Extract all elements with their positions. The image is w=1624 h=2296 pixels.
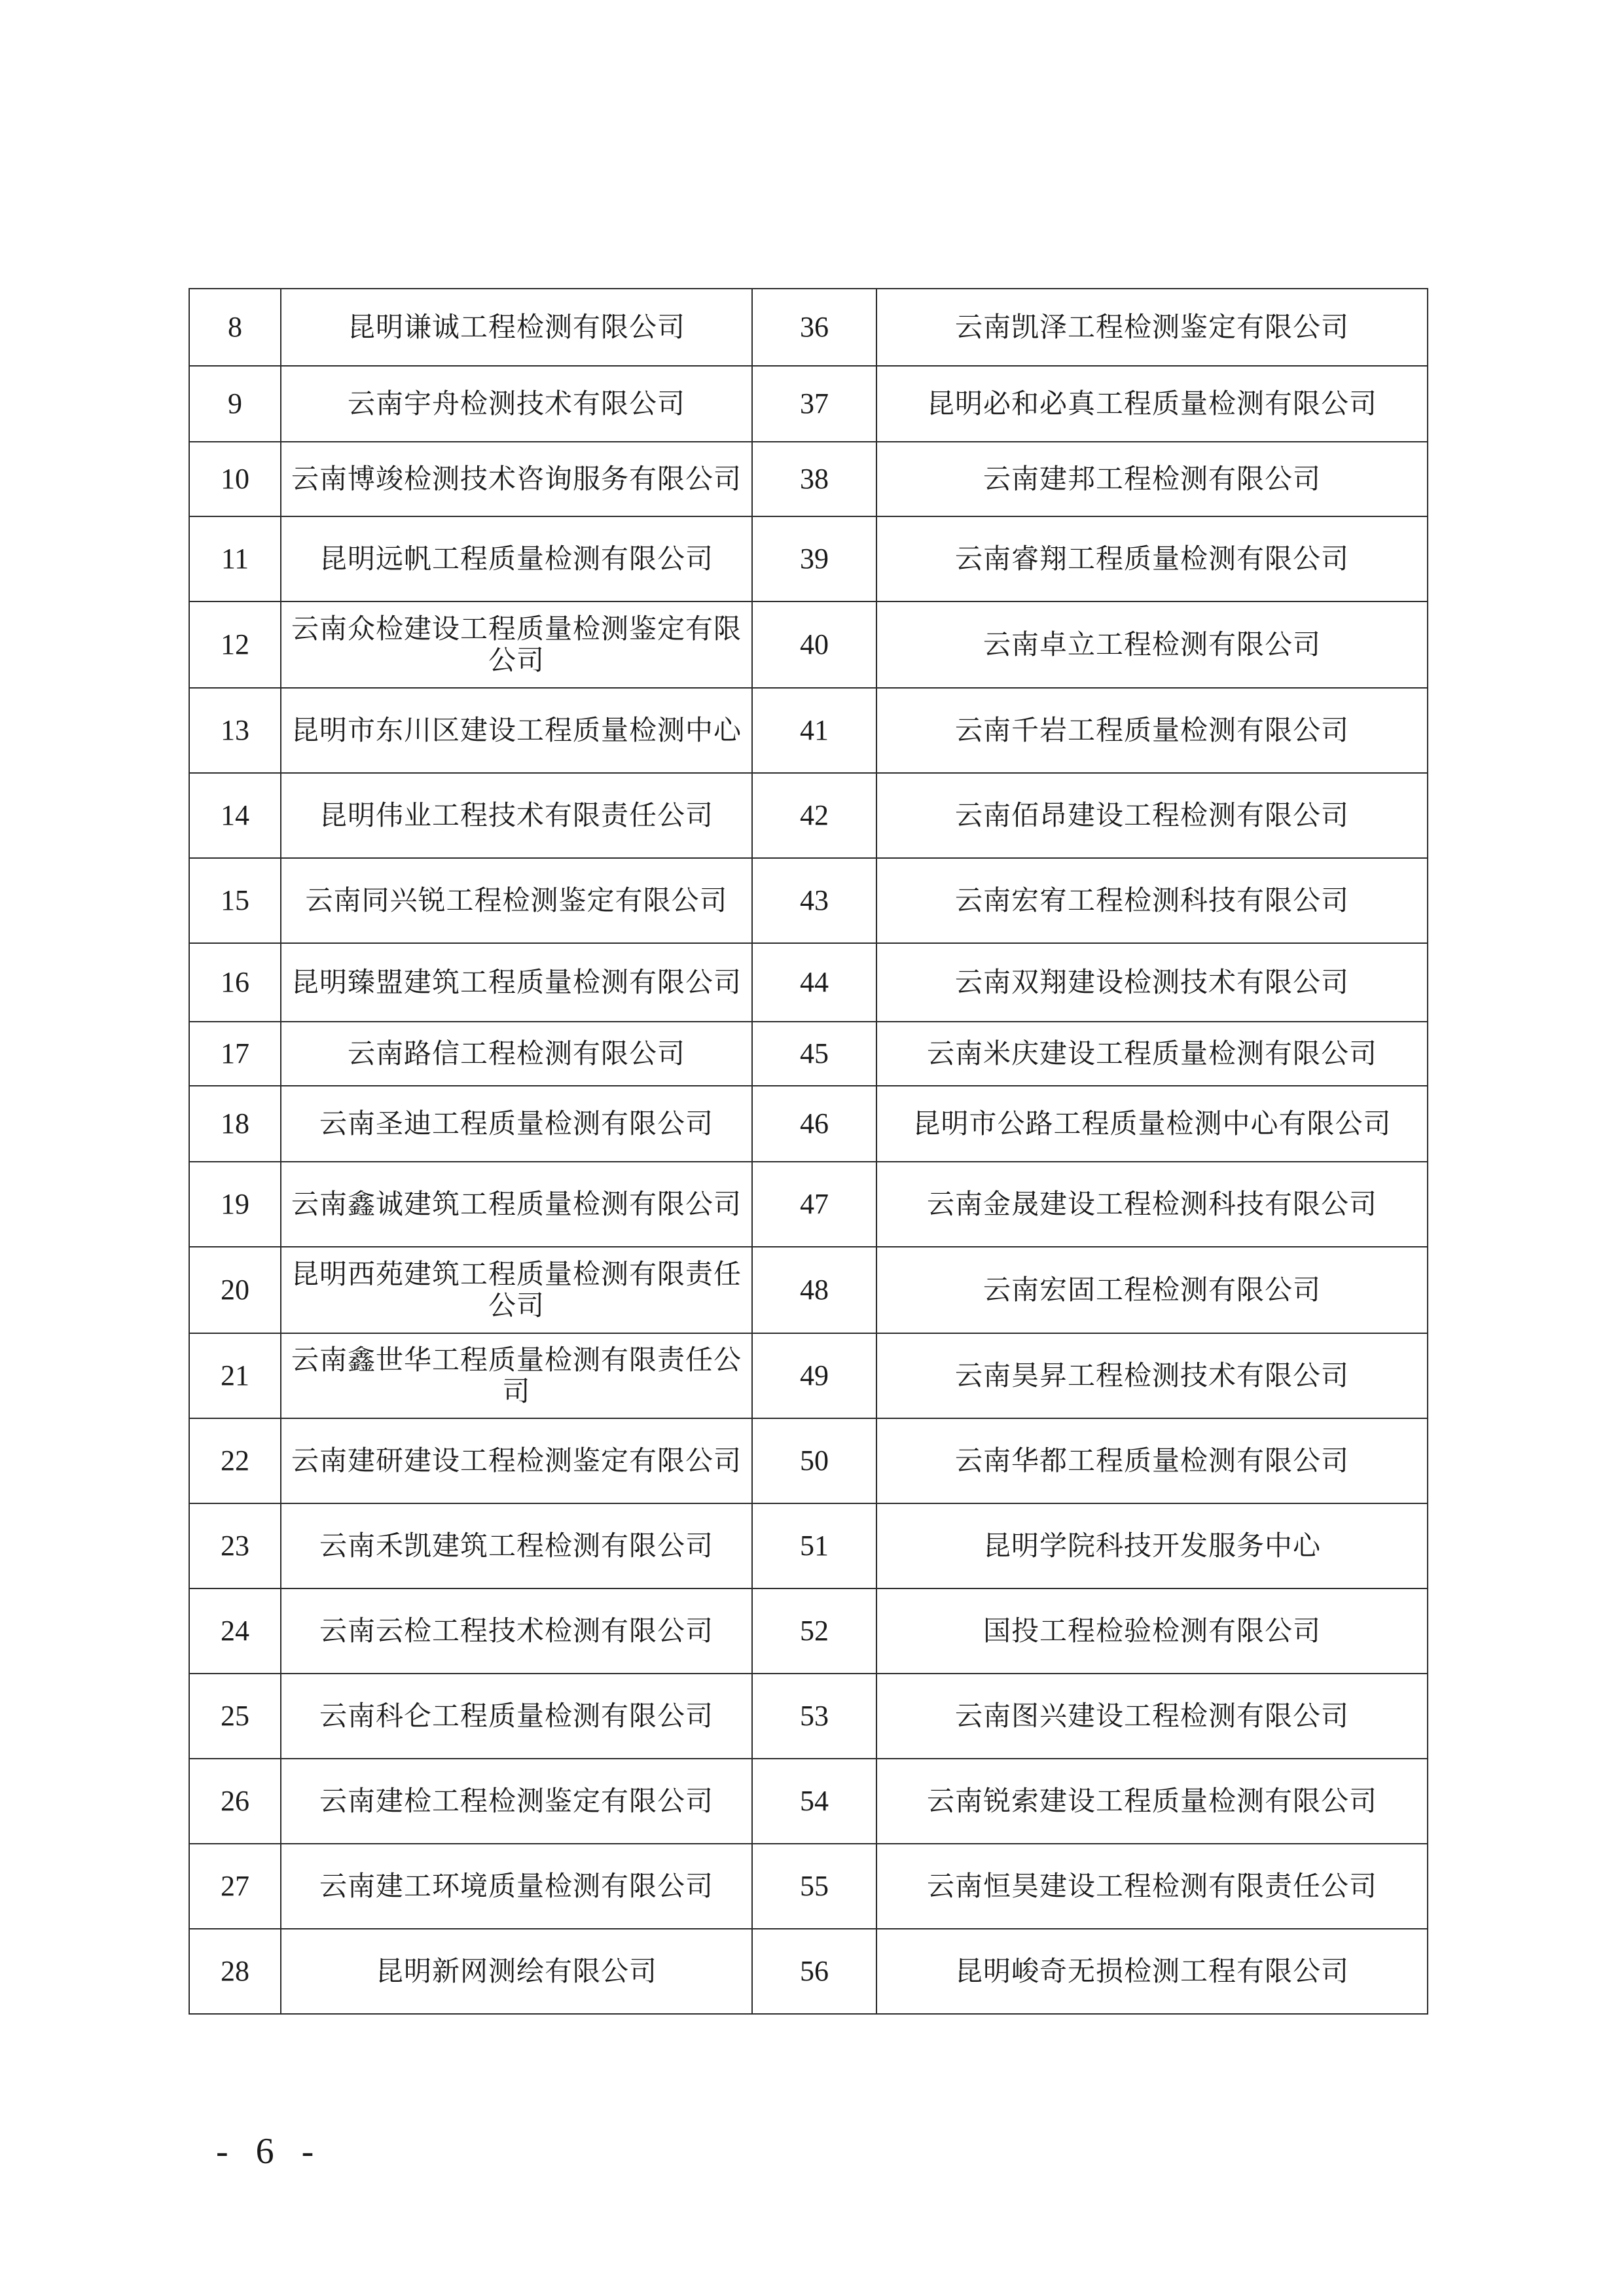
left-serial-cell: 12 <box>189 601 281 688</box>
table-row <box>189 1588 1428 1674</box>
right-serial-cell: 56 <box>752 1929 876 2014</box>
table-row <box>189 1333 1428 1418</box>
right-company-name-cell: 云南睿翔工程质量检测有限公司 <box>876 516 1428 601</box>
right-company-name-cell: 云南佰昂建设工程检测有限公司 <box>876 773 1428 858</box>
left-serial-cell: 13 <box>189 688 281 773</box>
table-row <box>189 688 1428 773</box>
right-serial-cell: 42 <box>752 773 876 858</box>
right-serial-cell: 44 <box>752 943 876 1022</box>
company-list-table <box>189 288 1428 2015</box>
left-company-name-cell: 昆明市东川区建设工程质量检测中心 <box>281 688 752 773</box>
left-company-name-cell: 云南博竣检测技术咨询服务有限公司 <box>281 442 752 516</box>
right-company-name-cell: 昆明学院科技开发服务中心 <box>876 1503 1428 1588</box>
left-serial-cell: 9 <box>189 366 281 442</box>
table-row <box>189 1674 1428 1759</box>
right-serial-cell: 52 <box>752 1588 876 1674</box>
left-company-name-cell: 云南路信工程检测有限公司 <box>281 1022 752 1086</box>
left-company-name-cell: 云南建检工程检测鉴定有限公司 <box>281 1759 752 1844</box>
right-company-name-cell: 云南宏宥工程检测科技有限公司 <box>876 858 1428 943</box>
right-company-name-cell: 昆明市公路工程质量检测中心有限公司 <box>876 1086 1428 1162</box>
right-serial-cell: 46 <box>752 1086 876 1162</box>
left-company-name-cell: 昆明新网测绘有限公司 <box>281 1929 752 2014</box>
right-serial-cell: 36 <box>752 289 876 366</box>
left-serial-cell: 27 <box>189 1844 281 1929</box>
table-row <box>189 442 1428 516</box>
left-company-name-cell: 昆明西苑建筑工程质量检测有限责任公司 <box>281 1247 752 1333</box>
table-row <box>189 1418 1428 1503</box>
left-company-name-cell: 云南鑫诚建筑工程质量检测有限公司 <box>281 1162 752 1247</box>
left-serial-cell: 14 <box>189 773 281 858</box>
right-serial-cell: 53 <box>752 1674 876 1759</box>
table-row <box>189 773 1428 858</box>
left-company-name-cell: 昆明远帆工程质量检测有限公司 <box>281 516 752 601</box>
left-serial-cell: 26 <box>189 1759 281 1844</box>
left-company-name-cell: 云南圣迪工程质量检测有限公司 <box>281 1086 752 1162</box>
right-company-name-cell: 云南凯泽工程检测鉴定有限公司 <box>876 289 1428 366</box>
right-company-name-cell: 云南金晟建设工程检测科技有限公司 <box>876 1162 1428 1247</box>
right-company-name-cell: 云南宏固工程检测有限公司 <box>876 1247 1428 1333</box>
left-company-name-cell: 云南云检工程技术检测有限公司 <box>281 1588 752 1674</box>
left-serial-cell: 19 <box>189 1162 281 1247</box>
right-company-name-cell: 云南锐索建设工程质量检测有限公司 <box>876 1759 1428 1844</box>
right-serial-cell: 37 <box>752 366 876 442</box>
left-company-name-cell: 云南科仑工程质量检测有限公司 <box>281 1674 752 1759</box>
right-serial-cell: 38 <box>752 442 876 516</box>
left-serial-cell: 16 <box>189 943 281 1022</box>
left-serial-cell: 23 <box>189 1503 281 1588</box>
table-row <box>189 1162 1428 1247</box>
right-company-name-cell: 云南图兴建设工程检测有限公司 <box>876 1674 1428 1759</box>
left-company-name-cell: 云南建工环境质量检测有限公司 <box>281 1844 752 1929</box>
right-serial-cell: 54 <box>752 1759 876 1844</box>
left-company-name-cell: 昆明谦诚工程检测有限公司 <box>281 289 752 366</box>
right-company-name-cell: 云南华都工程质量检测有限公司 <box>876 1418 1428 1503</box>
left-serial-cell: 15 <box>189 858 281 943</box>
right-company-name-cell: 云南建邦工程检测有限公司 <box>876 442 1428 516</box>
table-row <box>189 858 1428 943</box>
right-company-name-cell: 云南米庆建设工程质量检测有限公司 <box>876 1022 1428 1086</box>
right-serial-cell: 49 <box>752 1333 876 1418</box>
left-serial-cell: 17 <box>189 1022 281 1086</box>
table-row <box>189 1022 1428 1086</box>
left-serial-cell: 25 <box>189 1674 281 1759</box>
left-serial-cell: 21 <box>189 1333 281 1418</box>
table-row <box>189 366 1428 442</box>
right-serial-cell: 40 <box>752 601 876 688</box>
left-serial-cell: 10 <box>189 442 281 516</box>
right-serial-cell: 50 <box>752 1418 876 1503</box>
right-serial-cell: 41 <box>752 688 876 773</box>
table-row <box>189 1844 1428 1929</box>
right-serial-cell: 55 <box>752 1844 876 1929</box>
left-company-name-cell: 云南宇舟检测技术有限公司 <box>281 366 752 442</box>
page-number: - 6 - <box>216 2131 323 2172</box>
table-body <box>189 289 1428 2014</box>
table-row <box>189 1929 1428 2014</box>
left-company-name-cell: 云南鑫世华工程质量检测有限责任公司 <box>281 1333 752 1418</box>
table-row <box>189 1247 1428 1333</box>
left-company-name-cell: 昆明臻盟建筑工程质量检测有限公司 <box>281 943 752 1022</box>
left-company-name-cell: 云南禾凯建筑工程检测有限公司 <box>281 1503 752 1588</box>
table-row <box>189 1086 1428 1162</box>
table-row <box>189 1759 1428 1844</box>
right-serial-cell: 48 <box>752 1247 876 1333</box>
table-row <box>189 516 1428 601</box>
left-serial-cell: 28 <box>189 1929 281 2014</box>
table-row <box>189 943 1428 1022</box>
table-row <box>189 601 1428 688</box>
left-company-name-cell: 云南同兴锐工程检测鉴定有限公司 <box>281 858 752 943</box>
right-company-name-cell: 云南千岩工程质量检测有限公司 <box>876 688 1428 773</box>
left-serial-cell: 24 <box>189 1588 281 1674</box>
right-serial-cell: 43 <box>752 858 876 943</box>
table-row <box>189 1503 1428 1588</box>
right-company-name-cell: 昆明必和必真工程质量检测有限公司 <box>876 366 1428 442</box>
left-company-name-cell: 云南建研建设工程检测鉴定有限公司 <box>281 1418 752 1503</box>
left-serial-cell: 20 <box>189 1247 281 1333</box>
left-serial-cell: 22 <box>189 1418 281 1503</box>
left-company-name-cell: 云南众检建设工程质量检测鉴定有限公司 <box>281 601 752 688</box>
right-company-name-cell: 云南昊昇工程检测技术有限公司 <box>876 1333 1428 1418</box>
right-serial-cell: 45 <box>752 1022 876 1086</box>
left-serial-cell: 8 <box>189 289 281 366</box>
left-serial-cell: 18 <box>189 1086 281 1162</box>
left-company-name-cell: 昆明伟业工程技术有限责任公司 <box>281 773 752 858</box>
right-serial-cell: 51 <box>752 1503 876 1588</box>
right-company-name-cell: 云南恒昊建设工程检测有限责任公司 <box>876 1844 1428 1929</box>
left-serial-cell: 11 <box>189 516 281 601</box>
right-serial-cell: 39 <box>752 516 876 601</box>
right-company-name-cell: 国投工程检验检测有限公司 <box>876 1588 1428 1674</box>
right-serial-cell: 47 <box>752 1162 876 1247</box>
right-company-name-cell: 云南卓立工程检测有限公司 <box>876 601 1428 688</box>
right-company-name-cell: 云南双翔建设检测技术有限公司 <box>876 943 1428 1022</box>
right-company-name-cell: 昆明峻奇无损检测工程有限公司 <box>876 1929 1428 2014</box>
table-row <box>189 289 1428 366</box>
